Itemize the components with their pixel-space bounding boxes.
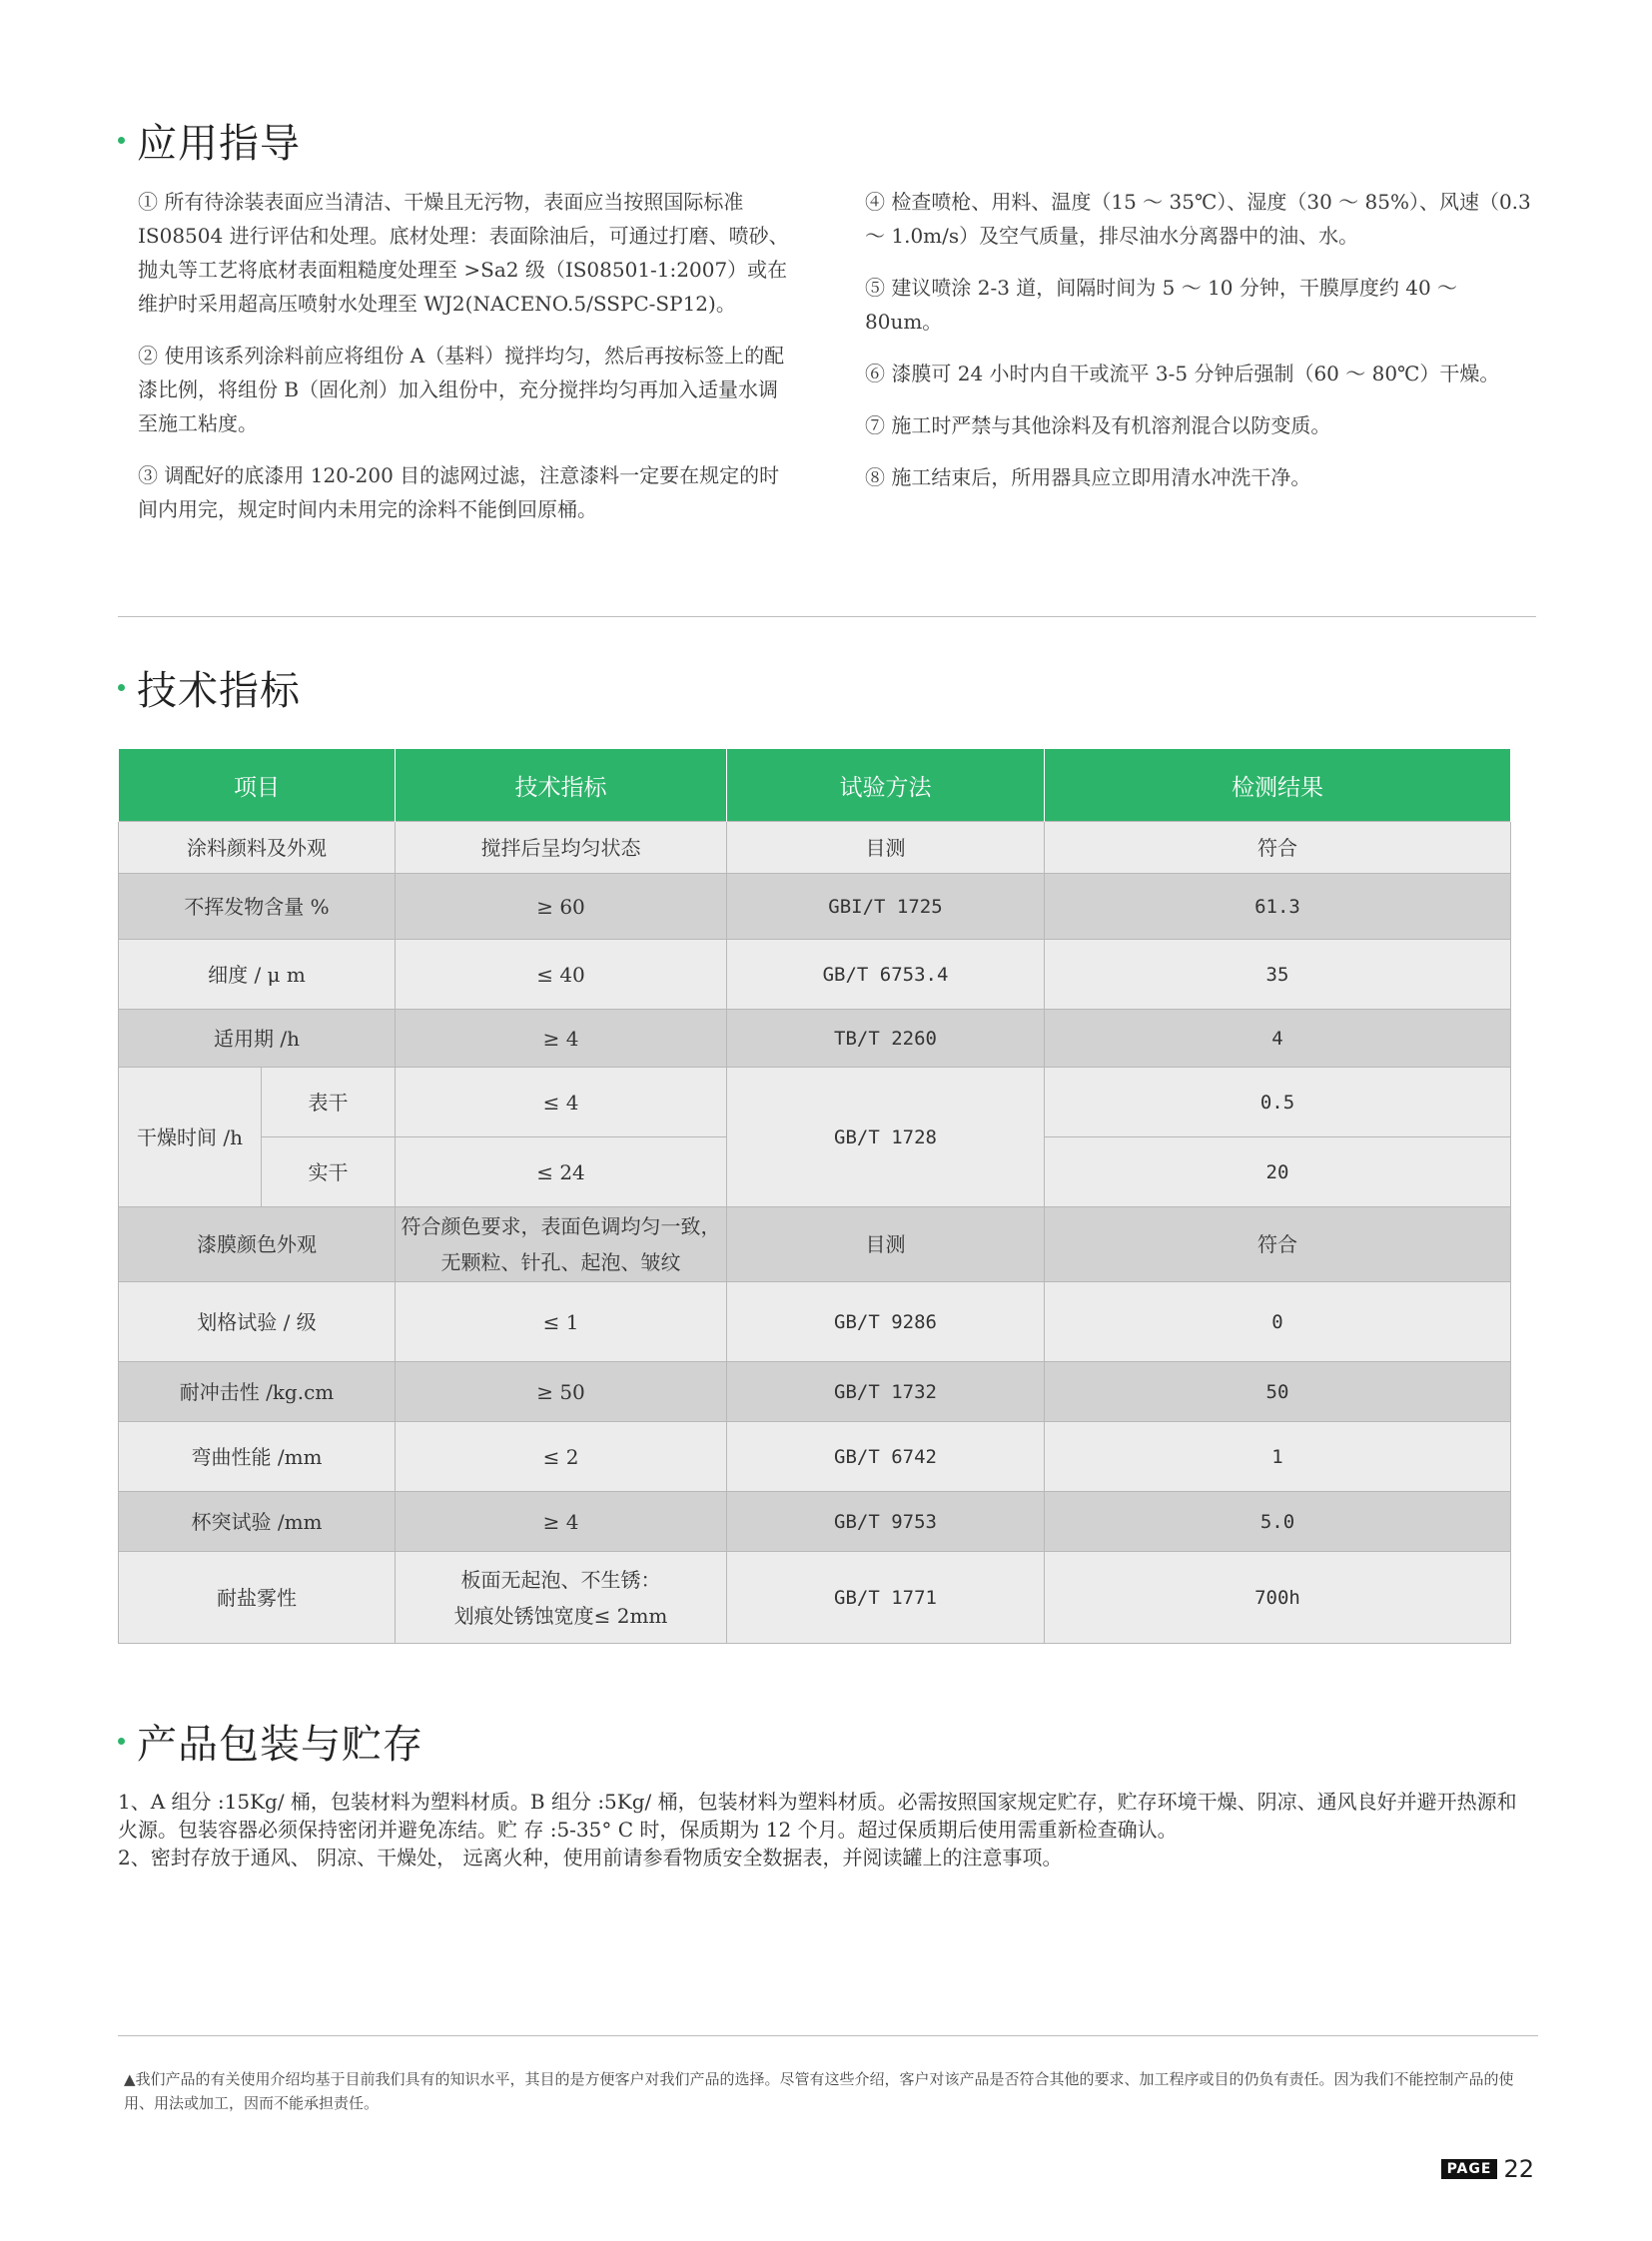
cell-index: ≥ 50 xyxy=(396,1362,727,1422)
cell-method: GB/T 9286 xyxy=(727,1282,1045,1362)
header-method: 试验方法 xyxy=(727,749,1045,822)
cell-index: ≥ 4 xyxy=(396,1010,727,1068)
table-row xyxy=(119,1552,1511,1644)
cell-result: 符合 xyxy=(1045,1207,1511,1282)
bullet-dot-icon xyxy=(118,1738,125,1745)
package-paragraph-2: 2、密封存放于通风、 阴凉、干燥处， 远离火种，使用前请参看物质安全数据表，并阅读罐上的注意事项。 xyxy=(118,1846,1063,1869)
table-row xyxy=(119,822,1511,874)
bullet-dot-icon xyxy=(118,684,125,691)
cell-index-line-1: 板面无起泡、不生锈： xyxy=(460,1567,661,1592)
guide-step-2: ② 使用该系列涂料前应将组份 A（基料）搅拌均匀，然后再按标签上的配漆比例，将组份 B（固化剂）加入组份中，充分搅拌均匀再加入适量水调至施工粘度。 xyxy=(138,344,785,435)
cell-dry-hard-label: 实干 xyxy=(262,1137,396,1207)
cell-item: 耐盐雾性 xyxy=(119,1552,396,1644)
cell-index: ≥ 4 xyxy=(396,1492,727,1552)
table-row xyxy=(119,1010,1511,1068)
cell-index: ≥ 60 xyxy=(396,874,727,940)
cell-result: 50 xyxy=(1045,1362,1511,1422)
disclaimer-text: ▲我们产品的有关使用介绍均基于目前我们具有的知识水平，其目的是方便客户对我们产品的选择。尽管有这些介绍，客户对该产品是否符合其他的要求、加工程序或目的仍负有责任。因为我们不能控制产品的使用、用法或加工，因而不能承担责任。 xyxy=(124,2070,1514,2112)
cell-method: 目测 xyxy=(727,1207,1045,1282)
table-row xyxy=(119,1362,1511,1422)
spec-section-title xyxy=(118,659,301,716)
cell-index: ≤ 2 xyxy=(396,1422,727,1492)
package-paragraph-1: 1、A 组分 :15Kg/ 桶，包装材料为塑料材质。B 组分 :5Kg/ 桶，包装材料为塑料材质。必需按照国家规定贮存，贮存环境干燥、阴凉、通风良好并避开热源和火源。包装容器必须保持密闭并避免冻结。贮 存 :5-35° C 时，保质期为 12 个月。超过保质期后使用需重新检查确认。 xyxy=(118,1790,1517,1842)
package-section-title xyxy=(118,1713,423,1770)
guide-right-column xyxy=(865,185,1536,512)
cell-dry-surface-result: 0.5 xyxy=(1045,1068,1511,1137)
spec-table xyxy=(118,749,1511,1644)
cell-dry-hard-index: ≤ 24 xyxy=(396,1137,727,1207)
cell-item: 细度 / μ m xyxy=(119,940,396,1010)
cell-item: 涂料颜料及外观 xyxy=(119,822,396,874)
cell-item: 划格试验 / 级 xyxy=(119,1282,396,1362)
cell-index: ≤ 1 xyxy=(396,1282,727,1362)
header-item: 项目 xyxy=(119,749,396,822)
cell-method: GBI/T 1725 xyxy=(727,874,1045,940)
footer-divider xyxy=(118,2035,1538,2036)
cell-item: 杯突试验 /mm xyxy=(119,1492,396,1552)
cell-dry-surface-index: ≤ 4 xyxy=(396,1068,727,1137)
page-indicator xyxy=(1441,2155,1534,2183)
spec-header-row xyxy=(119,749,1511,822)
cell-index: 搅拌后呈均匀状态 xyxy=(396,822,727,874)
cell-result: 35 xyxy=(1045,940,1511,1010)
cell-method: TB/T 2260 xyxy=(727,1010,1045,1068)
cell-dry-hard-result: 20 xyxy=(1045,1137,1511,1207)
table-row xyxy=(119,940,1511,1010)
table-row xyxy=(119,1068,1511,1137)
cell-dry-surface-label: 表干 xyxy=(262,1068,396,1137)
page-number: 22 xyxy=(1503,2155,1534,2183)
cell-index: 符合颜色要求，表面色调均匀一致，无颗粒、针孔、起泡、皱纹 xyxy=(396,1207,727,1282)
cell-result: 4 xyxy=(1045,1010,1511,1068)
cell-index-line-2: 划痕处锈蚀宽度≤ 2mm xyxy=(453,1603,668,1628)
cell-method: GB/T 1732 xyxy=(727,1362,1045,1422)
cell-dry-item: 干燥时间 /h xyxy=(119,1068,262,1207)
package-text xyxy=(118,1788,1536,1871)
table-row xyxy=(119,874,1511,940)
guide-step-1: ① 所有待涂装表面应当清洁、干燥且无污物，表面应当按照国际标准 IS08504 进行评估和处理。底材处理：表面除油后，可通过打磨、喷砂、抛丸等工艺将底材表面粗糙度处理至 >Sa2 级（IS08501-1:2007）或在维护时采用超高压喷射水处理至 WJ2(NACENO.5/SSPC-SP12)。 xyxy=(138,190,789,316)
cell-item: 弯曲性能 /mm xyxy=(119,1422,396,1492)
cell-index: ≤ 40 xyxy=(396,940,727,1010)
guide-step-8: ⑧ 施工结束后，所用器具应立即用清水冲洗干净。 xyxy=(865,465,1311,489)
cell-result: 1 xyxy=(1045,1422,1511,1492)
table-row xyxy=(119,1422,1511,1492)
guide-step-5: ⑤ 建议喷涂 2-3 道，间隔时间为 5 ～ 10 分钟，干膜厚度约 40 ～ 80um。 xyxy=(865,276,1458,334)
cell-item: 漆膜颜色外观 xyxy=(119,1207,396,1282)
spec-title-text: 技术指标 xyxy=(137,668,301,714)
guide-title-text: 应用指导 xyxy=(137,121,301,167)
cell-item: 耐冲击性 /kg.cm xyxy=(119,1362,396,1422)
cell-result: 61.3 xyxy=(1045,874,1511,940)
cell-method: GB/T 6742 xyxy=(727,1422,1045,1492)
cell-method: GB/T 1771 xyxy=(727,1552,1045,1644)
guide-step-6: ⑥ 漆膜可 24 小时内自干或流平 3-5 分钟后强制（60 ～ 80℃）干燥。 xyxy=(865,362,1500,385)
cell-result: 0 xyxy=(1045,1282,1511,1362)
guide-left-column xyxy=(138,185,789,544)
guide-step-7: ⑦ 施工时严禁与其他涂料及有机溶剂混合以防变质。 xyxy=(865,413,1331,437)
cell-result: 符合 xyxy=(1045,822,1511,874)
table-row xyxy=(119,1282,1511,1362)
page-label: PAGE xyxy=(1441,2159,1498,2179)
cell-item: 不挥发物含量 % xyxy=(119,874,396,940)
section-divider xyxy=(118,616,1536,617)
cell-result: 700h xyxy=(1045,1552,1511,1644)
cell-item: 适用期 /h xyxy=(119,1010,396,1068)
guide-step-3: ③ 调配好的底漆用 120-200 目的滤网过滤，注意漆料一定要在规定的时间内用完，规定时间内未用完的涂料不能倒回原桶。 xyxy=(138,463,780,521)
guide-step-4: ④ 检查喷枪、用料、温度（15 ～ 35℃）、湿度（30 ～ 85%）、风速（0.3 ～ 1.0m/s）及空气质量，排尽油水分离器中的油、水。 xyxy=(865,190,1531,248)
table-row xyxy=(119,1207,1511,1282)
header-result: 检测结果 xyxy=(1045,749,1511,822)
cell-method: GB/T 9753 xyxy=(727,1492,1045,1552)
cell-method: 目测 xyxy=(727,822,1045,874)
bullet-dot-icon xyxy=(118,137,125,144)
cell-dry-method: GB/T 1728 xyxy=(727,1068,1045,1207)
table-row xyxy=(119,1492,1511,1552)
cell-method: GB/T 6753.4 xyxy=(727,940,1045,1010)
cell-result: 5.0 xyxy=(1045,1492,1511,1552)
header-index: 技术指标 xyxy=(396,749,727,822)
package-title-text: 产品包装与贮存 xyxy=(137,1722,423,1768)
cell-index xyxy=(396,1552,727,1644)
guide-section-title xyxy=(118,112,301,169)
